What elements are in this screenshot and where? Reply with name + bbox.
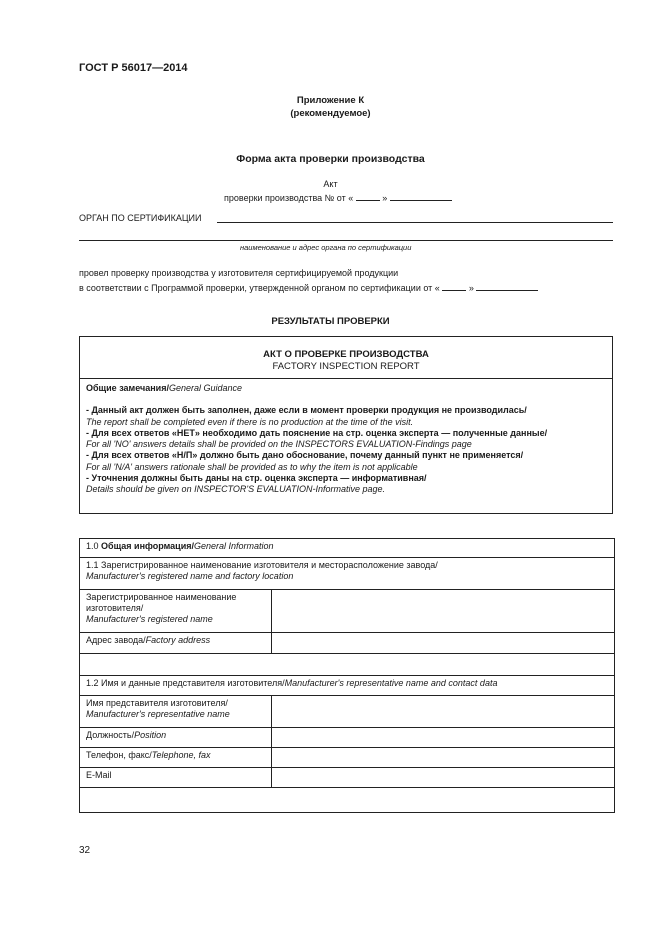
report-title-ru: АКТ О ПРОВЕРКЕ ПРОИЗВОДСТВА xyxy=(263,349,429,360)
guidance-heading-en: General Guidance xyxy=(168,383,242,393)
reg-name-ru-2: изготовителя/ xyxy=(86,603,144,613)
position-ru: Должность/ xyxy=(86,730,135,740)
table-row xyxy=(80,539,615,558)
act-word: Акт xyxy=(323,179,338,189)
phone-label xyxy=(80,748,272,768)
note-2-ru: - Для всех ответов «НЕТ» необходимо дать пояснение на стр. оценка эксперта — полученные данные/ xyxy=(86,427,548,438)
section-1-en: General Information xyxy=(194,541,274,551)
table-row xyxy=(80,728,615,748)
phone-en: Telephone, fax xyxy=(151,750,211,760)
org-field-line-2[interactable] xyxy=(79,240,613,241)
factory-address-label xyxy=(80,633,272,654)
subsection-1-2-en: Manufacturer's representative name and contact data xyxy=(284,678,498,688)
guidance-heading xyxy=(86,383,606,394)
table-row xyxy=(80,768,615,788)
program-date-field[interactable] xyxy=(476,281,538,291)
factory-address-en: Factory address xyxy=(145,635,211,645)
report-header xyxy=(80,337,612,379)
inspection-report-box xyxy=(79,336,613,514)
rep-name-ru: Имя представителя изготовителя/ xyxy=(86,698,228,708)
table-row xyxy=(80,676,615,696)
subsection-1-1-ru: 1.1 Зарегистрированное наименование изготовителя и месторасположение завода/ xyxy=(86,560,438,570)
reg-name-ru-1: Зарегистрированное наименование xyxy=(86,592,237,602)
rep-name-en: Manufacturer's representative name xyxy=(86,709,230,719)
appendix-title: Приложение К xyxy=(296,95,365,106)
standard-number: ГОСТ Р 56017—2014 xyxy=(79,62,188,74)
form-title: Форма акта проверки производства xyxy=(236,153,425,165)
org-caption: наименование и адрес органа по сертификации xyxy=(240,243,412,252)
rep-name-label xyxy=(80,696,272,728)
act-line-close: » xyxy=(382,193,388,203)
note-3-en: For all 'N/A' answers rationale shall be provided as to why the item is not applicable xyxy=(86,461,418,472)
rep-name-value[interactable] xyxy=(272,696,615,728)
email-label: E-Mail xyxy=(80,768,272,788)
factory-address-value[interactable] xyxy=(272,633,615,654)
table-row xyxy=(80,654,615,676)
program-day-field[interactable] xyxy=(442,281,466,291)
section-1-num: 1.0 xyxy=(86,541,102,551)
conducted-line-2-text: в соответствии с Программой проверки, утвержденной органом по сертификации от « xyxy=(79,283,440,293)
factory-address-ru: Адрес завода/ xyxy=(86,635,146,645)
position-value[interactable] xyxy=(272,728,615,748)
note-4-en: Details should be given on INSPECTOR'S EVALUATION-Informative page. xyxy=(86,484,386,495)
subsection-1-2-ru: 1.2 Имя и данные представителя изготовителя/ xyxy=(86,678,285,688)
subsection-1-2 xyxy=(80,676,615,696)
appendix-subtitle: (рекомендуемое) xyxy=(290,108,371,119)
act-date-field[interactable] xyxy=(390,191,452,201)
note-2-en: For all 'NO' answers details shall be provided on the INSPECTORS EVALUATION-Findings page xyxy=(86,439,472,450)
conducted-close: » xyxy=(468,283,474,293)
section-1-header xyxy=(80,539,615,558)
reg-name-label xyxy=(80,590,272,633)
appendix-heading xyxy=(0,94,661,120)
subsection-1-1 xyxy=(80,558,615,590)
conducted-line-2 xyxy=(79,281,538,293)
subsection-1-1-en: Manufacturer's registered name and factory location xyxy=(86,571,294,581)
conducted-line-1: провел проверку производства у изготовителя сертифицируемой продукции xyxy=(79,268,399,278)
email-value[interactable] xyxy=(272,768,615,788)
guidance-heading-ru: Общие замечания/ xyxy=(86,383,169,393)
act-line xyxy=(224,191,452,203)
page-number: 32 xyxy=(79,845,91,856)
table-row xyxy=(80,633,615,654)
note-1-ru: - Данный акт должен быть заполнен, даже если в момент проверки продукция не производилась/ xyxy=(86,405,527,416)
report-guidance xyxy=(80,379,612,500)
position-label xyxy=(80,728,272,748)
position-en: Position xyxy=(134,730,167,740)
org-field-line-1[interactable] xyxy=(217,222,613,223)
general-info-table xyxy=(79,538,615,813)
reg-name-value[interactable] xyxy=(272,590,615,633)
report-title-en: FACTORY INSPECTION REPORT xyxy=(272,360,420,372)
table-row xyxy=(80,696,615,728)
table-row xyxy=(80,788,615,813)
table-row xyxy=(80,590,615,633)
note-1-en: The report shall be completed even if there is no production at the time of the visit. xyxy=(86,416,414,427)
empty-row-2[interactable] xyxy=(80,788,615,813)
phone-value[interactable] xyxy=(272,748,615,768)
table-row xyxy=(80,748,615,768)
reg-name-en: Manufacturer's registered name xyxy=(86,614,213,624)
act-line-text: проверки производства № от « xyxy=(224,193,354,203)
note-4-ru: - Уточнения должны быть даны на стр. оценка эксперта — информативная/ xyxy=(86,473,427,484)
note-3-ru: - Для всех ответов «Н/П» должно быть дано обоснование, почему данный пункт не применяется/ xyxy=(86,450,524,461)
results-title: РЕЗУЛЬТАТЫ ПРОВЕРКИ xyxy=(271,316,390,327)
table-row xyxy=(80,558,615,590)
empty-row-1[interactable] xyxy=(80,654,615,676)
phone-ru: Телефон, факс/ xyxy=(86,750,152,760)
section-1-ru: Общая информация/ xyxy=(101,541,194,551)
org-label: ОРГАН ПО СЕРТИФИКАЦИИ xyxy=(79,213,202,223)
act-day-field[interactable] xyxy=(356,191,380,201)
